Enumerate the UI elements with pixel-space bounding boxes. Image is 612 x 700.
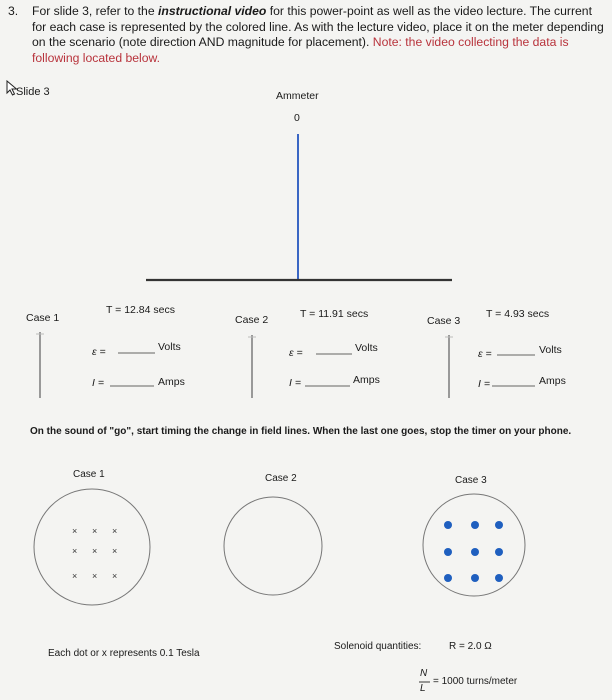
- field-case2-label: Case 2: [265, 473, 297, 484]
- question-text: [8, 4, 606, 66]
- slide-label: Slide 3: [16, 86, 50, 98]
- case2-label: Case 2: [235, 314, 269, 326]
- field-dot: [495, 521, 503, 529]
- field-x-mark: ×: [112, 526, 118, 536]
- case2-current-unit: Amps: [353, 374, 380, 386]
- field-x-mark: ×: [112, 546, 118, 556]
- field-case1-label: Case 1: [73, 469, 105, 480]
- field-x-mark: ×: [72, 571, 78, 581]
- case1-current-label: I =: [92, 377, 104, 389]
- field-dot: [444, 574, 452, 582]
- solenoid-ratio-denominator: L: [420, 683, 426, 694]
- question-number: 3.: [8, 4, 19, 18]
- field-x-mark: ×: [92, 526, 98, 536]
- field-x-mark: ×: [72, 546, 78, 556]
- case2-emf-unit: Volts: [355, 342, 378, 354]
- question-part2: for this power-point as well as the video lecture. The current for each case is represented by the colored line. As with the lecture video, place it on the meter depending on the scenario (note direction AND magnitude for placement).: [32, 4, 604, 49]
- field-dot: [444, 548, 452, 556]
- solenoid-ratio-value: = 1000 turns/meter: [433, 676, 518, 687]
- case3-emf-label: ε =: [478, 348, 492, 360]
- case2-current-label: I =: [289, 377, 301, 389]
- case2-time: T = 11.91 secs: [300, 308, 369, 320]
- field-x-mark: ×: [112, 571, 118, 581]
- case1-time: T = 12.84 secs: [106, 304, 175, 316]
- case3-label: Case 3: [427, 315, 461, 327]
- case1-label: Case 1: [26, 312, 60, 324]
- field-x-mark: ×: [72, 526, 78, 536]
- field-dot: [471, 521, 479, 529]
- field-legend: Each dot or x represents 0.1 Tesla: [48, 648, 200, 659]
- field-dot: [471, 574, 479, 582]
- case1-current-unit: Amps: [158, 376, 185, 388]
- solenoid-heading: Solenoid quantities:: [334, 641, 422, 652]
- field-dot: [495, 548, 503, 556]
- case1-emf-unit: Volts: [158, 341, 181, 353]
- ammeter-label: Ammeter: [276, 90, 319, 102]
- solenoid-ratio-numerator: N: [420, 668, 428, 679]
- solenoid-resistance: R = 2.0 Ω: [449, 641, 492, 652]
- field-x-mark: ×: [92, 546, 98, 556]
- case3-time: T = 4.93 secs: [486, 308, 550, 320]
- question-note: Note: the video collecting the data is following located below.: [32, 35, 569, 65]
- case1-emf-label: ε =: [92, 346, 106, 358]
- field-dot: [444, 521, 452, 529]
- question-emphasis: instructional video: [158, 4, 267, 18]
- case2-field-circle: [224, 497, 322, 595]
- field-x-mark: ×: [92, 571, 98, 581]
- field-dot: [495, 574, 503, 582]
- case3-emf-unit: Volts: [539, 344, 562, 356]
- field-dot: [471, 548, 479, 556]
- case3-current-label: I =: [478, 378, 490, 390]
- case2-emf-label: ε =: [289, 347, 303, 359]
- field-case3-label: Case 3: [455, 475, 487, 486]
- case3-current-unit: Amps: [539, 375, 566, 387]
- ammeter-zero: 0: [294, 112, 300, 124]
- question-part1: For slide 3, refer to the: [32, 4, 158, 18]
- timing-instruction: On the sound of "go", start timing the change in field lines. When the last one goes, stop the timer on your phone.: [30, 426, 572, 437]
